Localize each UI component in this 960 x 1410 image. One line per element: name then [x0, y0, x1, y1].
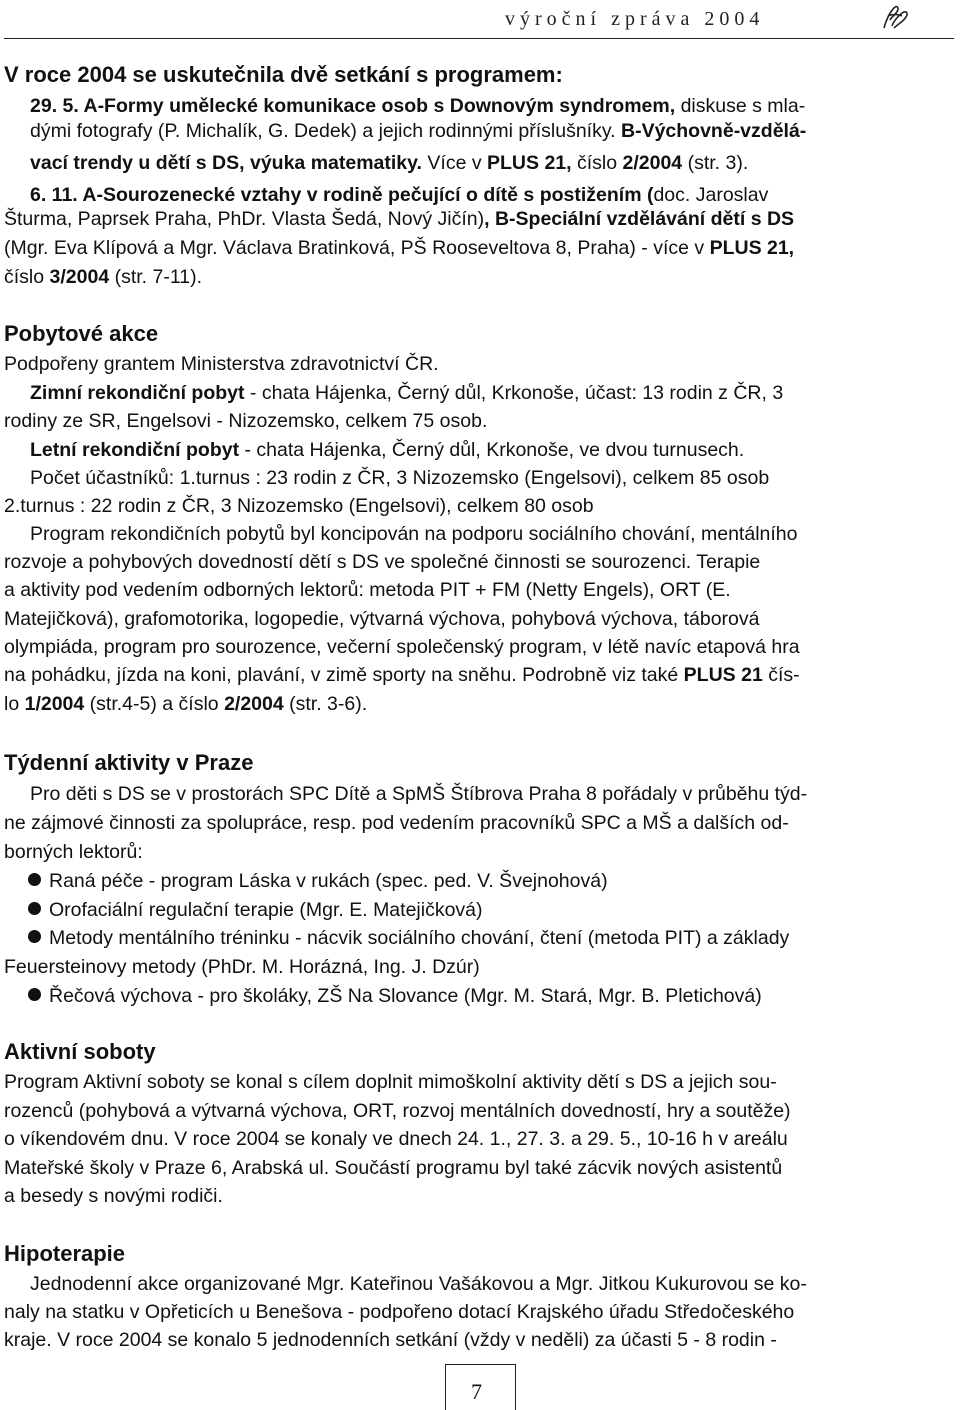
- list-item: [28, 984, 762, 1008]
- list-item: [28, 869, 608, 893]
- running-header: [0, 0, 960, 40]
- tydenni-line-3: borných lektorů:: [4, 841, 143, 863]
- program-line-3-text: Více v: [421, 152, 488, 174]
- pobytove-line-13-lo: lo: [4, 693, 25, 715]
- program-line-4-text: doc. Jaroslav: [653, 184, 769, 206]
- list-item-text: Raná péče - program Láska v rukách (spec. ped. V. Švejnohová): [49, 870, 608, 892]
- pobytove-line-12: [4, 663, 800, 687]
- soboty-line-2: rozenců (pohybová a výtvarná výchova, ORT, rozvoj mentálních dovedností, hry a soutěže): [4, 1100, 791, 1122]
- winter-stay-label: Zimní rekondiční pobyt: [30, 382, 245, 404]
- pobytove-line-13-end: (str. 3-6).: [283, 693, 368, 715]
- program-line-3-issue: 2/2004: [622, 152, 683, 174]
- program-line-7-issue: 3/2004: [49, 266, 110, 288]
- pobytove-line-4: [30, 438, 744, 462]
- list-item: [28, 898, 483, 922]
- pobytove-line-13-issue2: 2/2004: [224, 693, 284, 715]
- program-line-3-bold: vací trendy u dětí s DS, výuka matematiky.: [30, 152, 422, 174]
- header-rule: [4, 38, 954, 39]
- program-line-3: [30, 151, 748, 175]
- program-line-6-text: (Mgr. Eva Klípová a Mgr. Václava Bratinková, PŠ Rooseveltova 8, Praha) - více v: [4, 237, 710, 259]
- pobytove-line-8: rozvoje a pohybových dovedností dětí s DS ve společné činnosti se sourozenci. Terapie: [4, 551, 761, 573]
- program-line-1-rest: diskuse s mla-: [675, 95, 806, 117]
- program-line-4-bold: 6. 11. A-Sourozenecké vztahy v rodině pečující o dítě s postižením (: [30, 184, 654, 206]
- list-item-text: Řečová výchova - pro školáky, ZŠ Na Slovance (Mgr. M. Stará, Mgr. B. Pletichová): [49, 985, 762, 1007]
- pobytove-line-13-mid: (str.4-5) a číslo: [84, 693, 225, 715]
- pobytove-line-11: olympiáda, program pro sourozence, večerní společenský program, v létě navíc etapová hra: [4, 636, 800, 658]
- soboty-line-4: Mateřské školy v Praze 6, Arabská ul. Součástí programu byl také zácvik nových asistentů: [4, 1157, 783, 1179]
- list-item-text: Metody mentálního tréninku - nácvik sociálního chování, čtení (metoda PIT) a základy: [49, 927, 790, 949]
- header-title: výroční zpráva 2004: [505, 8, 765, 30]
- page-number: 7: [471, 1379, 482, 1404]
- program-line-5-bold: , B-Speciální vzdělávání dětí s DS: [484, 208, 795, 230]
- list-item-continuation: Feuersteinovy metody (PhDr. M. Horázná, Ing. J. Dzúr): [4, 956, 480, 978]
- pobytove-line-13: [4, 692, 367, 716]
- program-heading: V roce 2004 se uskutečnila dvě setkání s programem:: [4, 62, 563, 87]
- program-line-4: [30, 183, 768, 207]
- pobytove-line-2: [30, 381, 783, 405]
- logo-icon: [880, 2, 910, 32]
- summer-stay-text: - chata Hájenka, Černý důl, Krkonoše, ve dvou turnusech.: [239, 439, 745, 461]
- hipoterapie-line-3: kraje. V roce 2004 se konalo 5 jednodenních setkání (vždy v neděli) za účasti 5 - 8 rodin -: [4, 1329, 777, 1351]
- tydenni-line-1: Pro děti s DS se v prostorách SPC Dítě a SpMŠ Štíbrova Praha 8 pořádaly v průběhu týd-: [30, 783, 808, 805]
- list-item-text: Orofaciální regulační terapie (Mgr. E. Matejičková): [49, 899, 483, 921]
- program-line-3-cislo: číslo: [571, 152, 623, 174]
- hipoterapie-line-2: naly na statku v Opřeticích u Benešova - podpořeno dotací Krajského úřadu Středočeského: [4, 1301, 795, 1323]
- pobytove-line-13-issue1: 1/2004: [24, 693, 85, 715]
- program-line-3-page: (str. 3).: [682, 152, 749, 174]
- pobytove-line-12-cis: čís-: [762, 664, 800, 686]
- pobytove-line-7: Program rekondičních pobytů byl koncipován na podporu sociálního chování, mentálního: [30, 523, 798, 545]
- hipoterapie-heading: Hipoterapie: [4, 1241, 126, 1266]
- program-line-5: [4, 207, 794, 231]
- hipoterapie-line-1: Jednodenní akce organizované Mgr. Kateřinou Vašákovou a Mgr. Jitkou Kukurovou se ko-: [30, 1273, 807, 1295]
- bullet-icon: [28, 902, 41, 915]
- tydenni-line-2: ne zájmové činnosti za spolupráce, resp. pod vedením pracovníků SPC a MŠ a dalších od-: [4, 812, 789, 834]
- summer-stay-label: Letní rekondiční pobyt: [30, 439, 240, 461]
- page-number-frame-left: [445, 1364, 446, 1410]
- page-number-frame-top: [445, 1364, 515, 1365]
- program-line-1-bold: 29. 5. A-Formy umělecké komunikace osob s Downovým syndromem,: [30, 95, 676, 117]
- bullet-icon: [28, 930, 41, 943]
- program-line-7-page: (str. 7-11).: [109, 266, 202, 288]
- winter-stay-text: - chata Hájenka, Černý důl, Krkonoše, účast: 13 rodin z ČR, 3: [244, 382, 784, 404]
- program-line-6: [4, 236, 794, 260]
- soboty-line-5: a besedy s novými rodiči.: [4, 1185, 223, 1207]
- soboty-heading: Aktivní soboty: [4, 1039, 156, 1064]
- program-line-6-plus: PLUS 21,: [709, 237, 795, 259]
- list-item: [28, 926, 789, 950]
- pobytove-line-5: Počet účastníků: 1.turnus : 23 rodin z ČR, 3 Nizozemsko (Engelsovi), celkem 85 osob: [30, 467, 770, 489]
- page-number-frame-right: [515, 1364, 516, 1410]
- program-line-1: [30, 94, 805, 118]
- bullet-icon: [28, 988, 41, 1001]
- program-line-2-text: dými fotografy (P. Michalík, G. Dedek) a jejich rodinnými příslušníky.: [30, 120, 616, 142]
- program-line-3-plus: PLUS 21,: [487, 152, 572, 174]
- program-line-7: [4, 265, 202, 289]
- program-line-5-text: Šturma, Paprsek Praha, PhDr. Vlasta Šedá, Nový Jičín): [4, 208, 485, 230]
- pobytove-line-6: 2.turnus : 22 rodin z ČR, 3 Nizozemsko (Engelsovi), celkem 80 osob: [4, 495, 594, 517]
- soboty-line-1: Program Aktivní soboty se konal s cílem doplnit mimoškolní aktivity dětí s DS a jejich sou-: [4, 1071, 777, 1093]
- pobytove-heading: Pobytové akce: [4, 321, 159, 346]
- program-line-2: [30, 119, 806, 143]
- program-line-2-bold: B-Výchovně-vzdělá-: [615, 120, 807, 142]
- soboty-line-3: o víkendovém dnu. V roce 2004 se konaly ve dnech 24. 1., 27. 3. a 29. 5., 10-16 h v areálu: [4, 1128, 788, 1150]
- pobytove-line-9: a aktivity pod vedením odborných lektorů: metoda PIT + FM (Netty Engels), ORT (E.: [4, 579, 731, 601]
- bullet-icon: [28, 873, 41, 886]
- pobytove-line-3: rodiny ze SR, Engelsovi - Nizozemsko, celkem 75 osob.: [4, 410, 488, 432]
- pobytove-line-12-text: na pohádku, jízda na koni, plavání, v zimě sporty na sněhu. Podrobně viz také: [4, 664, 684, 686]
- pobytove-line-1: Podpořeny grantem Ministerstva zdravotnictví ČR.: [4, 353, 439, 375]
- program-line-7-cislo: číslo: [4, 266, 50, 288]
- pobytove-line-12-plus: PLUS 21: [683, 664, 763, 686]
- tydenni-heading: Týdenní aktivity v Praze: [4, 750, 254, 775]
- pobytove-line-10: Matejičková), grafomotorika, logopedie, výtvarná výchova, pohybová výchova, táborová: [4, 608, 760, 630]
